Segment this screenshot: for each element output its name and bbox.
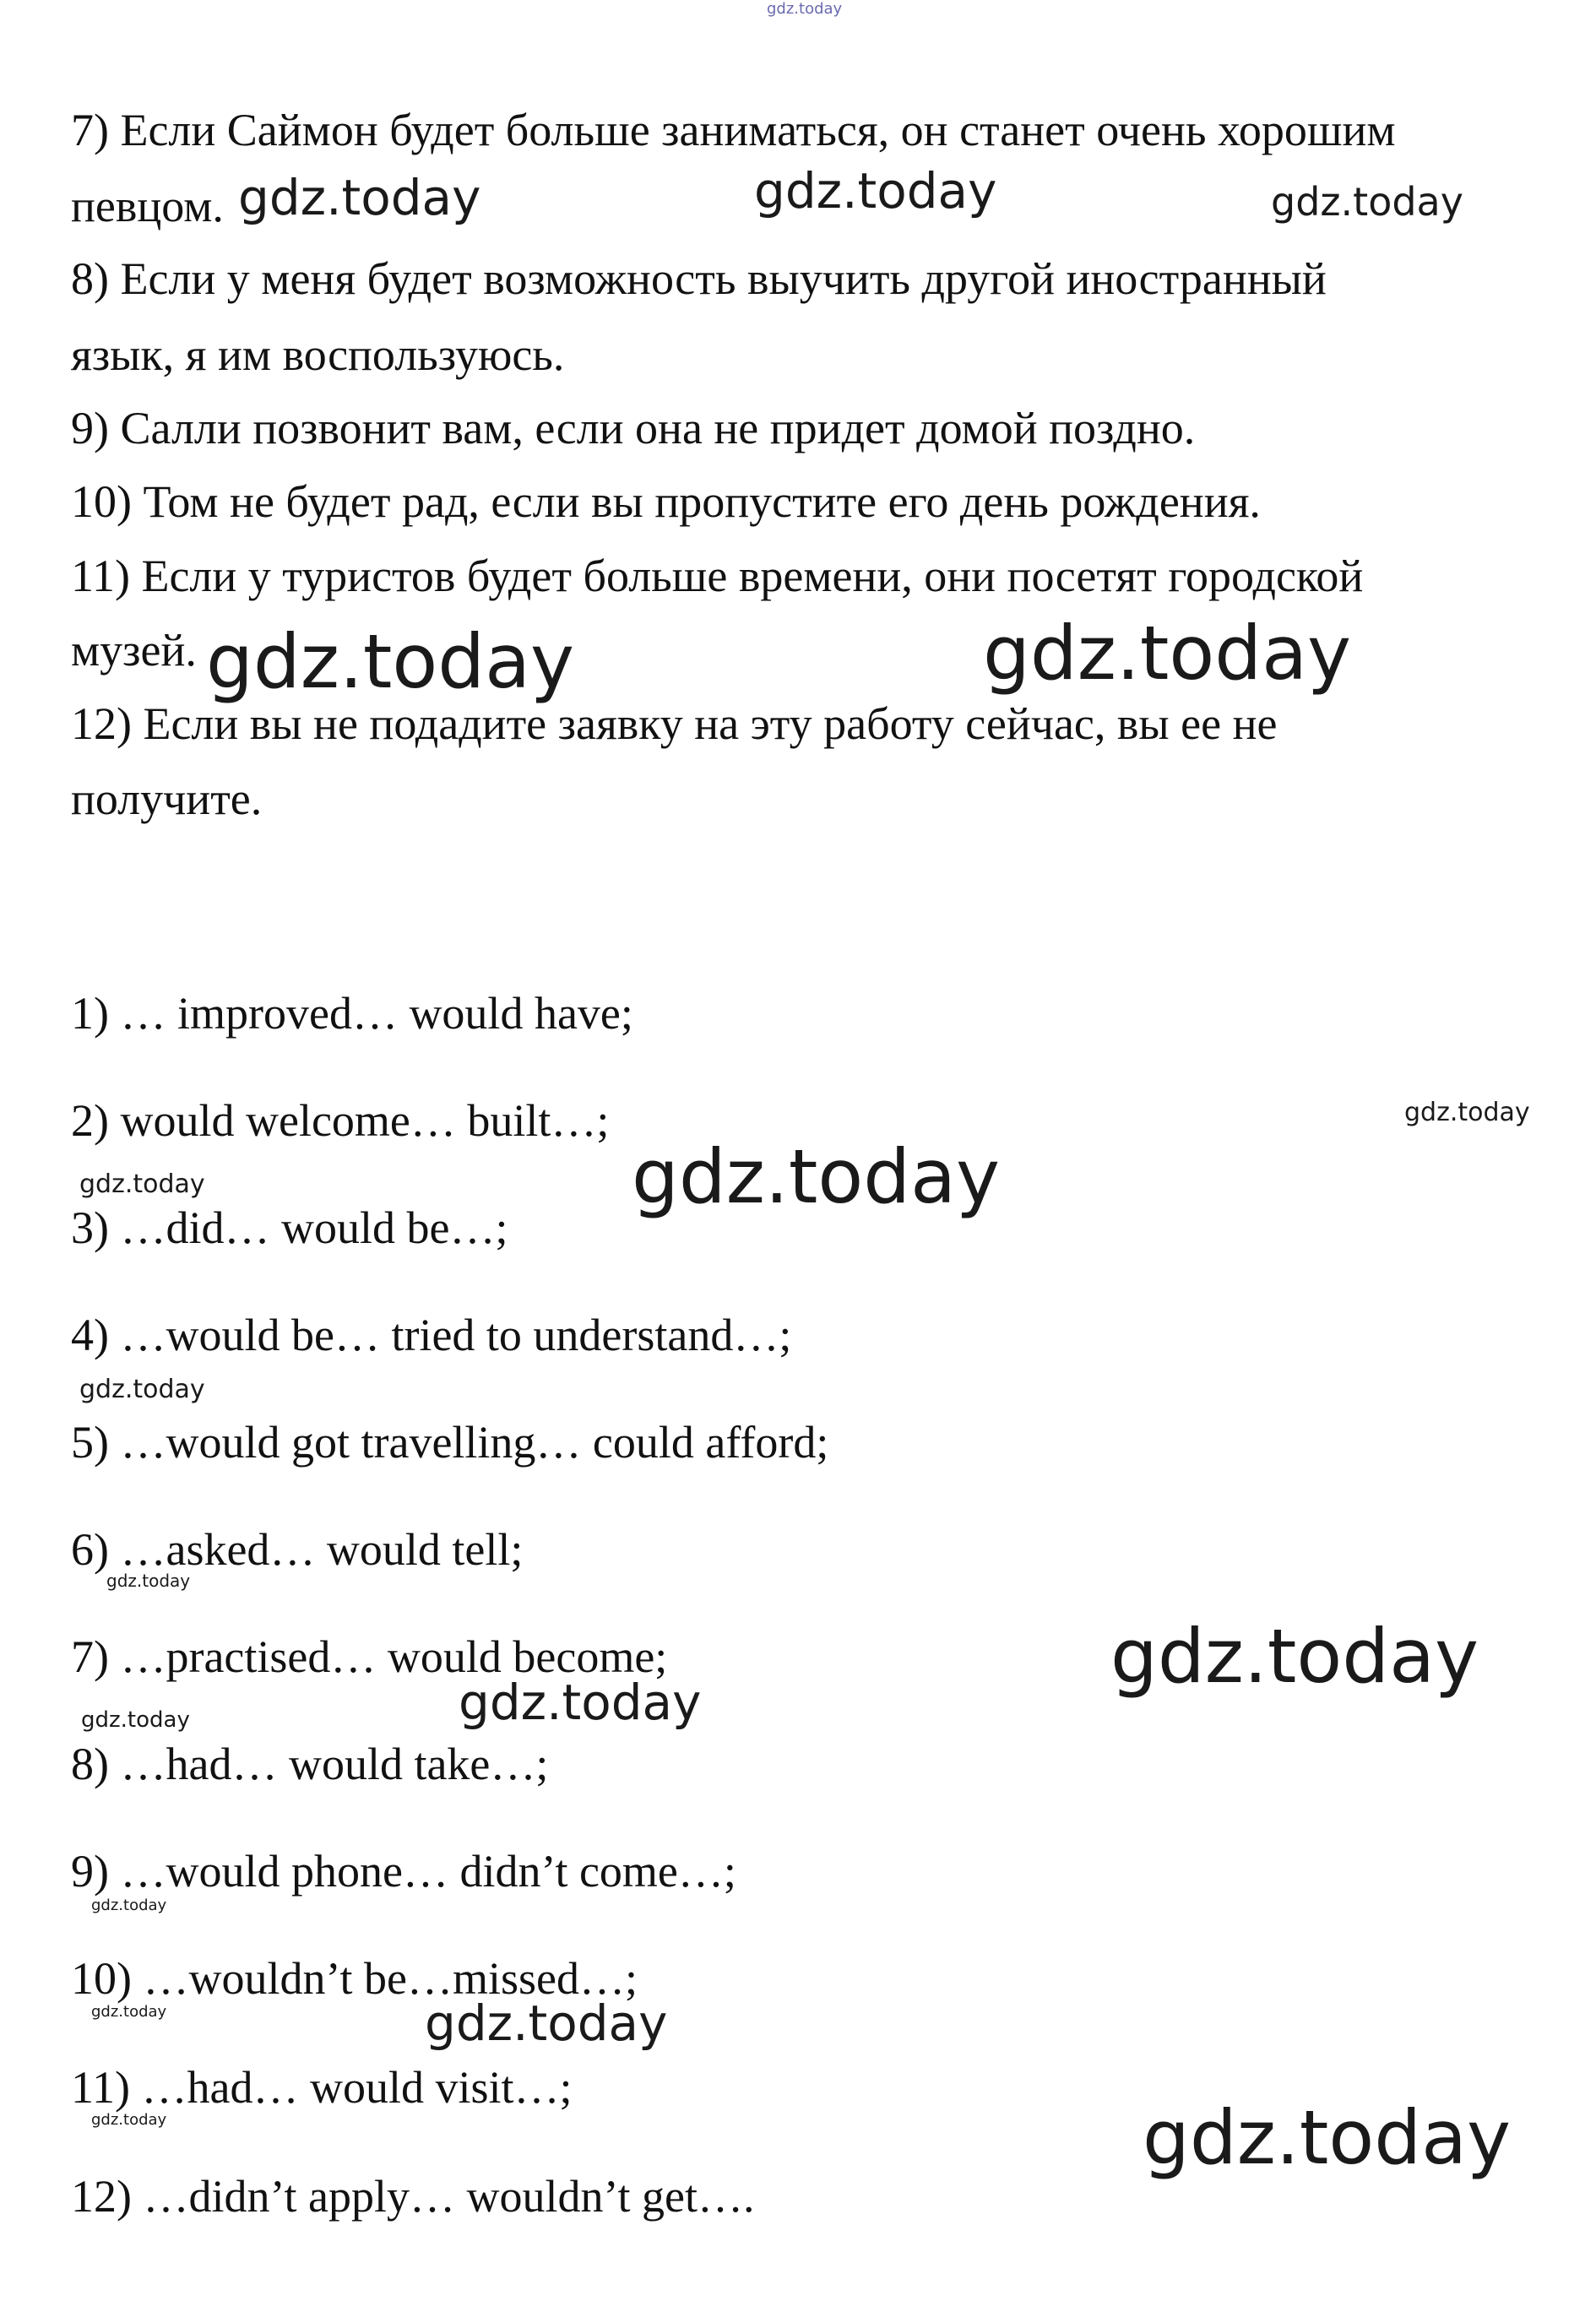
- watermark: gdz.today: [767, 0, 843, 18]
- answer-7: 7) …practised… would become;: [71, 1631, 668, 1682]
- watermark: gdz.today: [632, 1133, 1001, 1220]
- watermark: gdz.today: [79, 1169, 205, 1199]
- watermark: gdz.today: [206, 618, 575, 705]
- ru-sentence-10: 10) Том не будет рад, если вы пропустите его день рождения.: [71, 476, 1261, 527]
- watermark: gdz.today: [425, 1994, 668, 2052]
- answer-10: 10) …wouldn’t be…missed…;: [71, 1953, 638, 2004]
- watermark: gdz.today: [754, 162, 997, 220]
- ru-sentence-8-line-2: язык, я им воспользуюсь.: [71, 329, 565, 380]
- watermark: gdz.today: [91, 1897, 167, 1914]
- ru-sentence-11-line-1: 11) Если у туристов будет больше времени, они посетят городской: [71, 551, 1364, 601]
- answer-1: 1) … improved… would have;: [71, 988, 633, 1039]
- watermark: gdz.today: [106, 1571, 191, 1591]
- watermark: gdz.today: [91, 2111, 167, 2129]
- watermark: gdz.today: [238, 169, 481, 226]
- watermark: gdz.today: [1271, 179, 1463, 225]
- watermark: gdz.today: [459, 1674, 702, 1731]
- watermark: gdz.today: [1404, 1098, 1530, 1127]
- answer-5: 5) …would got travelling… could afford;: [71, 1417, 829, 1468]
- answer-8: 8) …had… would take…;: [71, 1739, 549, 1789]
- ru-sentence-12-line-2: получите.: [71, 773, 263, 824]
- ru-sentence-9: 9) Салли позвонит вам, если она не придет домой поздно.: [71, 403, 1196, 453]
- answer-2: 2) would welcome… built…;: [71, 1095, 610, 1146]
- watermark: gdz.today: [983, 610, 1352, 697]
- watermark: gdz.today: [81, 1707, 190, 1733]
- ru-sentence-8-line-1: 8) Если у меня будет возможность выучить другой иностранный: [71, 253, 1327, 304]
- watermark: gdz.today: [91, 2003, 167, 2021]
- answer-4: 4) …would be… tried to understand…;: [71, 1310, 792, 1360]
- answer-12: 12) …didn’t apply… wouldn’t get….: [71, 2171, 755, 2222]
- ru-sentence-12-line-1: 12) Если вы не подадите заявку на эту работу сейчас, вы ее не: [71, 698, 1278, 749]
- watermark: gdz.today: [79, 1375, 205, 1404]
- answer-3: 3) …did… would be…;: [71, 1202, 508, 1253]
- watermark: gdz.today: [1143, 2094, 1512, 2181]
- answer-9: 9) …would phone… didn’t come…;: [71, 1846, 736, 1897]
- ru-sentence-7-line-1: 7) Если Саймон будет больше заниматься, он станет очень хорошим: [71, 105, 1396, 155]
- answer-11: 11) …had… would visit…;: [71, 2062, 573, 2113]
- answer-6: 6) …asked… would tell;: [71, 1524, 524, 1575]
- ru-sentence-11-line-2: музей.: [71, 625, 197, 676]
- watermark: gdz.today: [1110, 1613, 1479, 1700]
- ru-sentence-7-line-2: певцом.: [71, 181, 224, 231]
